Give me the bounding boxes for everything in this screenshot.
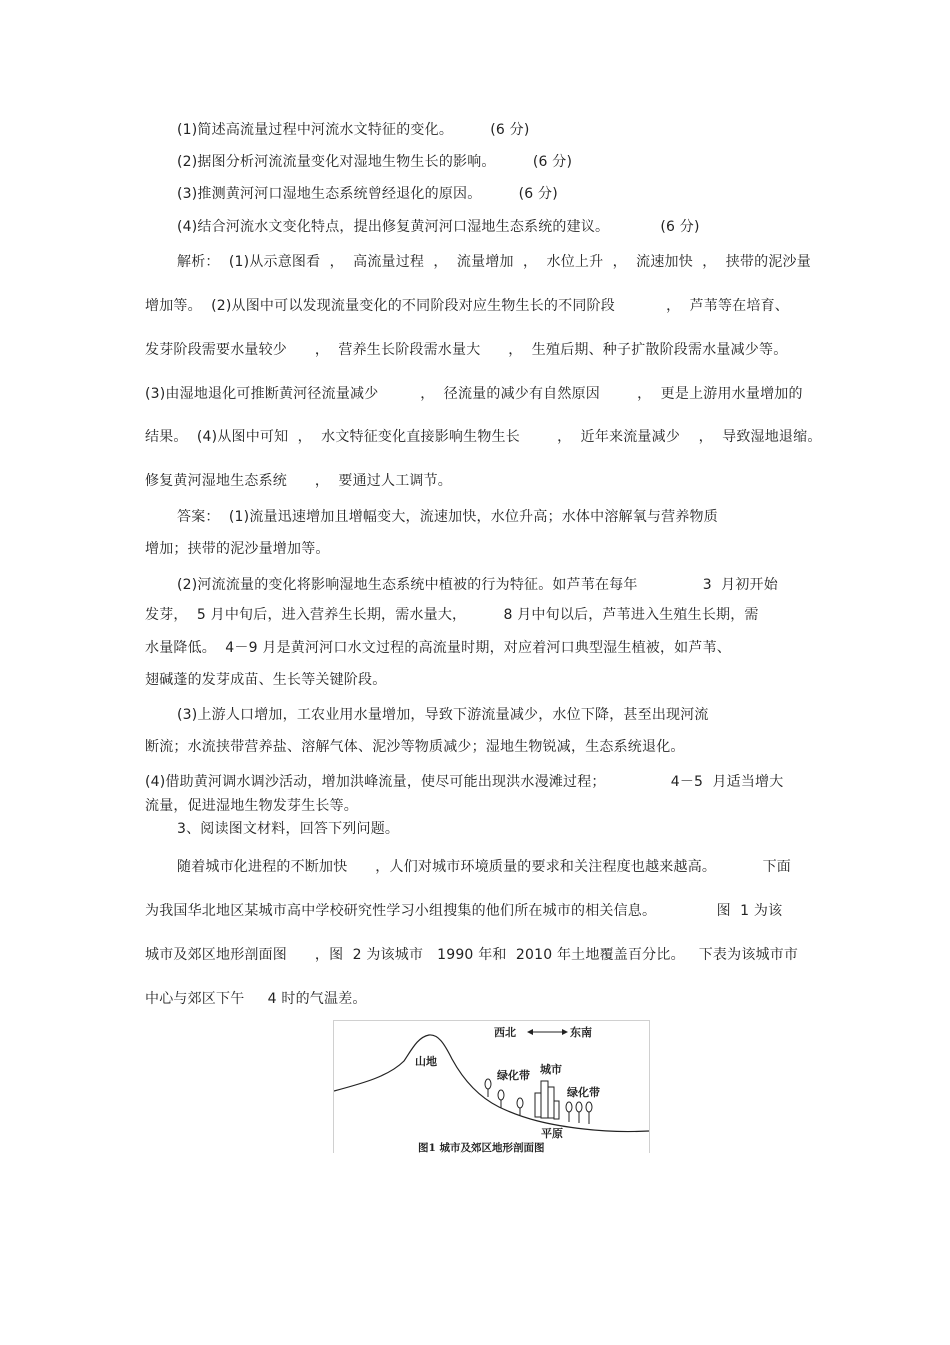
arrow-left-head-icon xyxy=(527,1029,533,1035)
answer-line: 断流；水流挟带营养盐、溶解气体、泥沙等物质减少；湿地生物锐减，生态系统退化。 xyxy=(145,739,685,755)
analysis-line: 修复黄河湿地生态系统 ， 要通过人工调节。 xyxy=(145,473,453,489)
terrain-profile-line xyxy=(334,1035,649,1132)
analysis-line: 增加等。 (2)从图中可以发现流量变化的不同阶段对应生物生长的不同阶段 ， 芦苇等在培育、 xyxy=(145,298,789,314)
building-icon xyxy=(541,1081,548,1118)
tree-icon xyxy=(485,1079,491,1097)
question-heading: 3、阅读图文材料，回答下列问题。 xyxy=(177,821,400,837)
city-label: 城市 xyxy=(540,1063,562,1076)
answer-line: 增加；挟带的泥沙量增加等。 xyxy=(145,541,330,557)
direction-southeast-label: 东南 xyxy=(570,1026,592,1039)
analysis-line: 发芽阶段需要水量较少 ， 营养生长阶段需水量大 ， 生殖后期、种子扩散阶段需水量减少等。 xyxy=(145,342,788,358)
answer-line: 翅碱蓬的发芽成苗、生长等关键阶段。 xyxy=(145,672,387,688)
paragraph-line: 为我国华北地区某城市高中学校研究性学习小组搜集的他们所在城市的相关信息。 图 1 为该 xyxy=(145,903,783,919)
tree-icon xyxy=(586,1102,592,1124)
mountain-label: 山地 xyxy=(415,1055,437,1068)
analysis-line: 结果。 (4)从图中可知 ， 水文特征变化直接影响生物生长 ， 近年来流量减少 ， 导致湿地退缩。 xyxy=(145,429,822,445)
answer-line: (4)借助黄河调水调沙活动，增加洪峰流量，使尽可能出现洪水漫滩过程； 4－5 月适当增大 xyxy=(145,774,784,790)
paragraph-line: 城市及郊区地形剖面图 ，图 2 为该城市 1990 年和 2010 年土地覆盖百分比。 下表为该城市市 xyxy=(145,947,799,963)
paragraph-line: 中心与郊区下午 4 时的气温差。 xyxy=(145,991,367,1007)
analysis-line: 解析： (1)从示意图看 ， 高流量过程 ， 流量增加 ， 水位上升 ， 流速加快 ， 挟带的泥沙量 xyxy=(177,254,811,270)
answer-line: (3)上游人口增加，工农业用水量增加，导致下游流量减少，水位下降，甚至出现河流 xyxy=(177,707,709,723)
green-belt-left-label: 绿化带 xyxy=(497,1069,530,1082)
answer-line: 水量降低。 4－9 月是黄河河口水文过程的高流量时期，对应着河口典型湿生植被，如芦苇、 xyxy=(145,640,731,656)
question-2: (2)据图分析河流流量变化对湿地生物生长的影响。 (6 分) xyxy=(177,154,573,170)
figure-caption: 图1 城市及郊区地形剖面图 xyxy=(418,1142,545,1153)
analysis-line: (3)由湿地退化可推断黄河径流量减少 ， 径流量的减少有自然原因 ， 更是上游用水量增加的 xyxy=(145,386,803,402)
answer-line: 流量，促进湿地生物发芽生长等。 xyxy=(145,798,358,814)
building-icon xyxy=(554,1101,559,1119)
plain-label: 平原 xyxy=(541,1127,563,1140)
green-belt-right-label: 绿化带 xyxy=(567,1086,600,1099)
building-icon xyxy=(535,1093,541,1117)
answer-line: 答案： (1)流量迅速增加且增幅变大，流速加快，水位升高；水体中溶解氧与营养物质 xyxy=(177,509,718,525)
direction-northwest-label: 西北 xyxy=(494,1026,516,1039)
tree-icon xyxy=(576,1102,582,1123)
terrain-profile-figure xyxy=(333,1020,650,1153)
question-3: (3)推测黄河河口湿地生态系统曾经退化的原因。 (6 分) xyxy=(177,186,558,202)
question-1: (1)简述高流量过程中河流水文特征的变化。 (6 分) xyxy=(177,122,530,138)
answer-line: (2)河流流量的变化将影响湿地生态系统中植被的行为特征。如芦苇在每年 3 月初开始 xyxy=(177,577,778,593)
tree-icon xyxy=(566,1102,572,1122)
building-icon xyxy=(548,1087,554,1118)
tree-icon xyxy=(498,1090,504,1108)
answer-line: 发芽， 5 月中旬后，进入营养生长期，需水量大， 8 月中旬以后，芦苇进入生殖生长期，需 xyxy=(145,607,759,623)
tree-icon xyxy=(517,1098,523,1115)
question-4: (4)结合河流水文变化特点，提出修复黄河河口湿地生态系统的建议。 (6 分) xyxy=(177,219,700,235)
paragraph-line: 随着城市化进程的不断加快 ，人们对城市环境质量的要求和关注程度也越来越高。 下面 xyxy=(177,859,792,875)
terrain-profile-svg xyxy=(334,1021,649,1153)
arrow-right-head-icon xyxy=(562,1029,568,1035)
